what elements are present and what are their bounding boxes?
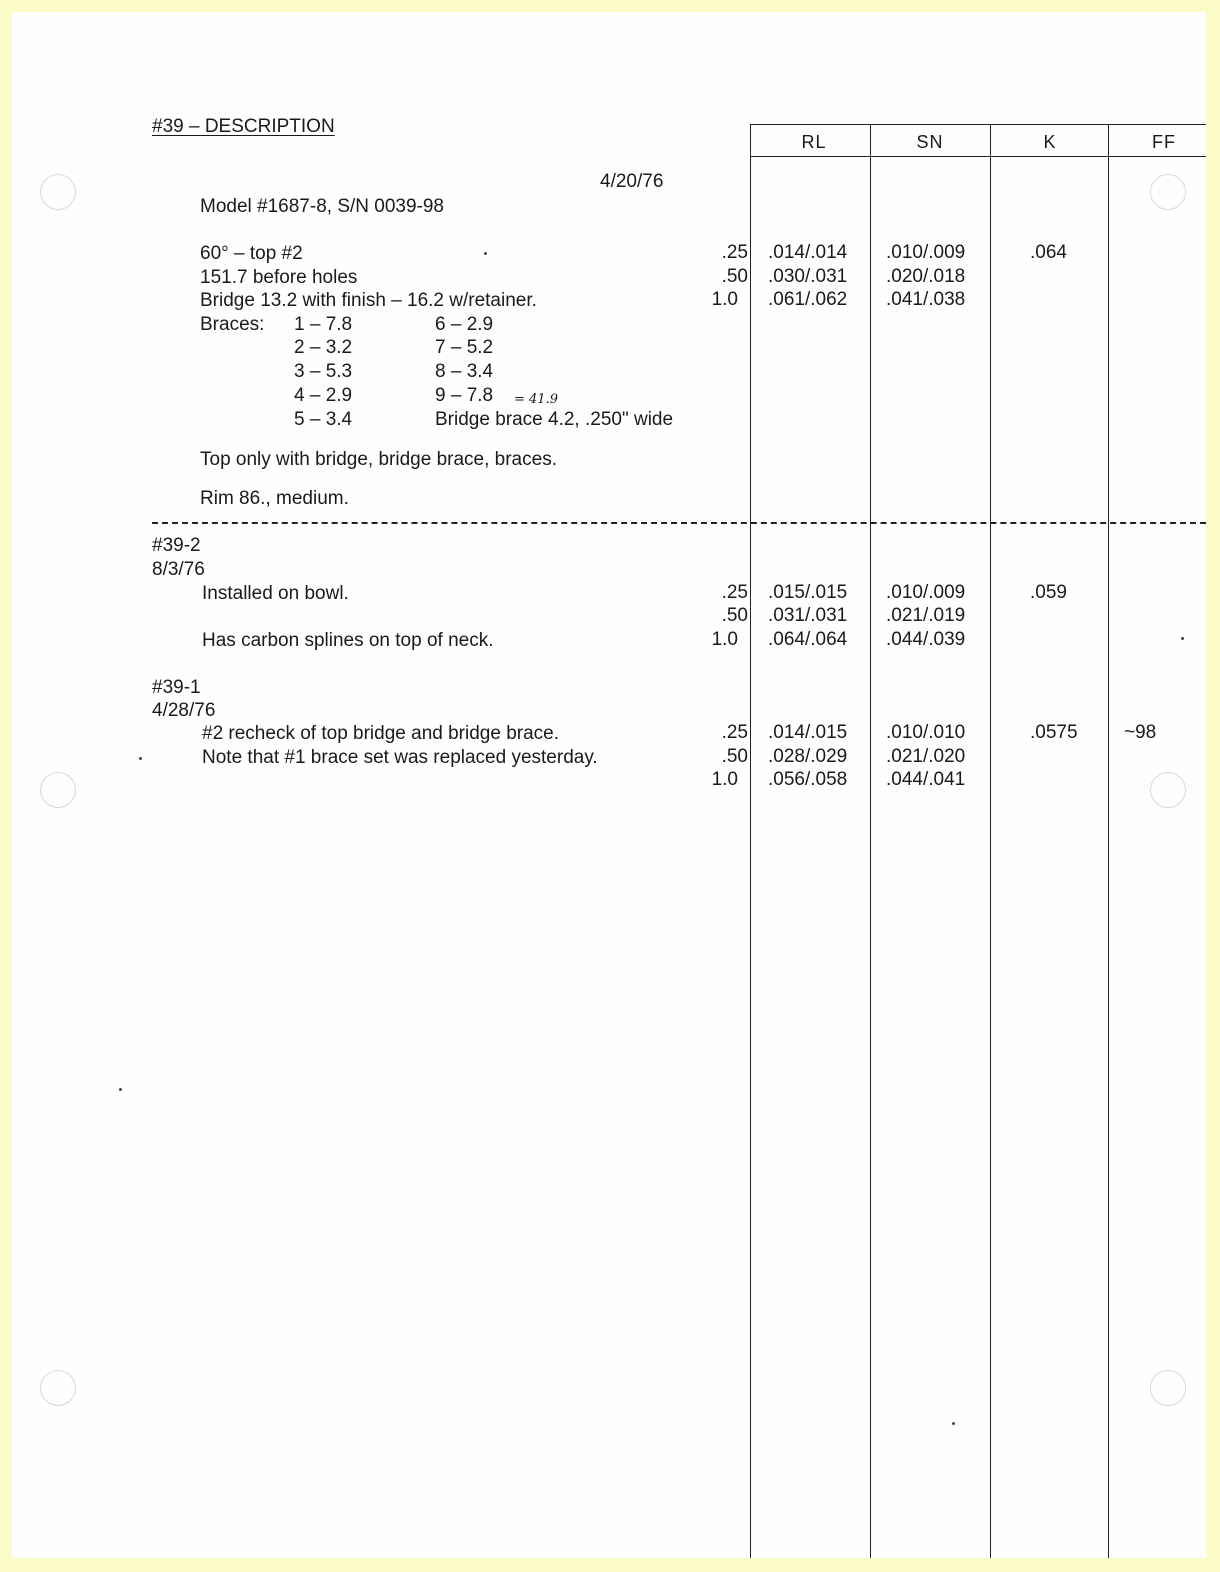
sec1-sn-value: .020/.018 bbox=[886, 266, 966, 287]
punch-hole-left-2 bbox=[40, 772, 76, 808]
sec1-sn-value: .041/.038 bbox=[886, 289, 966, 310]
sec2-load: 1.0 bbox=[711, 629, 738, 650]
column-header-rl: RL bbox=[801, 132, 827, 152]
column-header-k: K bbox=[1043, 132, 1057, 152]
column-divider-3 bbox=[990, 124, 991, 1558]
sec3-rl-value: .014/.015 bbox=[768, 722, 848, 743]
sec3-load: 1.0 bbox=[711, 769, 738, 790]
sec1-brace-right: 6 – 2.9 bbox=[435, 314, 494, 335]
sec3-line-1: #2 recheck of top bridge and bridge brace. bbox=[202, 723, 560, 744]
section-separator bbox=[152, 522, 1206, 524]
sec3-sn-value: .010/.010 bbox=[886, 722, 966, 743]
sec2-id: #39-2 bbox=[152, 535, 201, 556]
column-divider-4 bbox=[1108, 124, 1109, 1558]
sec2-sn-value: .021/.019 bbox=[886, 605, 966, 626]
sec3-sn-value: .044/.041 bbox=[886, 769, 966, 790]
sec3-rl-value: .056/.058 bbox=[768, 769, 848, 790]
sec2-line-1: Installed on bowl. bbox=[202, 583, 349, 604]
punch-hole-right-3 bbox=[1150, 1370, 1186, 1406]
page-title: #39 – DESCRIPTION bbox=[152, 116, 335, 137]
sec1-rl-value: .030/.031 bbox=[768, 266, 848, 287]
sec1-brace-left: 2 – 3.2 bbox=[294, 337, 353, 358]
sec1-top-only: Top only with bridge, bridge brace, braces. bbox=[200, 449, 557, 470]
sec3-k-value: .0575 bbox=[1030, 722, 1078, 743]
sec1-brace-left: 3 – 5.3 bbox=[294, 361, 353, 382]
sec2-load: .50 bbox=[721, 605, 748, 626]
sec2-sn-value: .044/.039 bbox=[886, 629, 966, 650]
sec1-date: 4/20/76 bbox=[600, 171, 664, 192]
sec3-rl-value: .028/.029 bbox=[768, 746, 848, 767]
sec3-line-2: Note that #1 brace set was replaced yesterday. bbox=[202, 747, 598, 768]
sec1-line-1: 60° – top #2 bbox=[200, 243, 303, 264]
sec3-id: #39-1 bbox=[152, 677, 201, 698]
sec1-k-value: .064 bbox=[1030, 242, 1067, 263]
document-page bbox=[12, 12, 1206, 1558]
sec3-ff-value: ~98 bbox=[1124, 722, 1157, 743]
column-divider-2 bbox=[870, 124, 871, 1558]
sec1-line-3: Bridge 13.2 with finish – 16.2 w/retainer. bbox=[200, 290, 537, 311]
sec1-brace-left: 1 – 7.8 bbox=[294, 314, 353, 335]
sec2-line-2: Has carbon splines on top of neck. bbox=[202, 630, 494, 651]
sec1-model: Model #1687-8, S/N 0039-98 bbox=[200, 196, 444, 217]
sec2-rl-value: .064/.064 bbox=[768, 629, 848, 650]
sec1-load: .25 bbox=[721, 242, 748, 263]
sec1-brace-right: Bridge brace 4.2, .250" wide bbox=[435, 409, 674, 430]
sec2-load: .25 bbox=[721, 582, 748, 603]
punch-hole-left-3 bbox=[40, 1370, 76, 1406]
sec1-brace-right: 7 – 5.2 bbox=[435, 337, 494, 358]
sec1-rl-value: .014/.014 bbox=[768, 242, 848, 263]
punch-hole-right-1 bbox=[1150, 174, 1186, 210]
sec1-rl-value: .061/.062 bbox=[768, 289, 848, 310]
scan-speck bbox=[1181, 637, 1184, 640]
sec2-date: 8/3/76 bbox=[152, 559, 205, 580]
sec3-load: .50 bbox=[721, 746, 748, 767]
sec1-handwritten-brace-total: = 41.9 bbox=[514, 392, 558, 407]
header-top-rule bbox=[750, 124, 1206, 125]
sec1-rim: Rim 86., medium. bbox=[200, 488, 349, 509]
header-bottom-rule bbox=[750, 156, 1206, 157]
scan-speck bbox=[119, 1088, 122, 1091]
sec2-rl-value: .015/.015 bbox=[768, 582, 848, 603]
column-header-ff: FF bbox=[1152, 132, 1176, 152]
sec3-date: 4/28/76 bbox=[152, 700, 216, 721]
scan-speck bbox=[484, 252, 487, 255]
sec1-brace-left: 5 – 3.4 bbox=[294, 409, 353, 430]
sec3-load: .25 bbox=[721, 722, 748, 743]
column-header-sn: SN bbox=[916, 132, 944, 152]
scan-speck bbox=[952, 1422, 955, 1425]
punch-hole-left-1 bbox=[40, 174, 76, 210]
sec1-sn-value: .010/.009 bbox=[886, 242, 966, 263]
sec1-brace-right: 9 – 7.8 bbox=[435, 385, 494, 406]
sec2-rl-value: .031/.031 bbox=[768, 605, 848, 626]
sec1-load: .50 bbox=[721, 266, 748, 287]
sec1-brace-left: 4 – 2.9 bbox=[294, 385, 353, 406]
sec1-braces-label: Braces: bbox=[200, 314, 265, 335]
sec1-load: 1.0 bbox=[711, 289, 738, 310]
scan-speck bbox=[139, 757, 142, 760]
sec2-sn-value: .010/.009 bbox=[886, 582, 966, 603]
column-divider-1 bbox=[750, 124, 751, 1558]
sec3-sn-value: .021/.020 bbox=[886, 746, 966, 767]
sec1-line-2: 151.7 before holes bbox=[200, 267, 358, 288]
sec1-brace-right: 8 – 3.4 bbox=[435, 361, 494, 382]
sec2-k-value: .059 bbox=[1030, 582, 1067, 603]
punch-hole-right-2 bbox=[1150, 772, 1186, 808]
